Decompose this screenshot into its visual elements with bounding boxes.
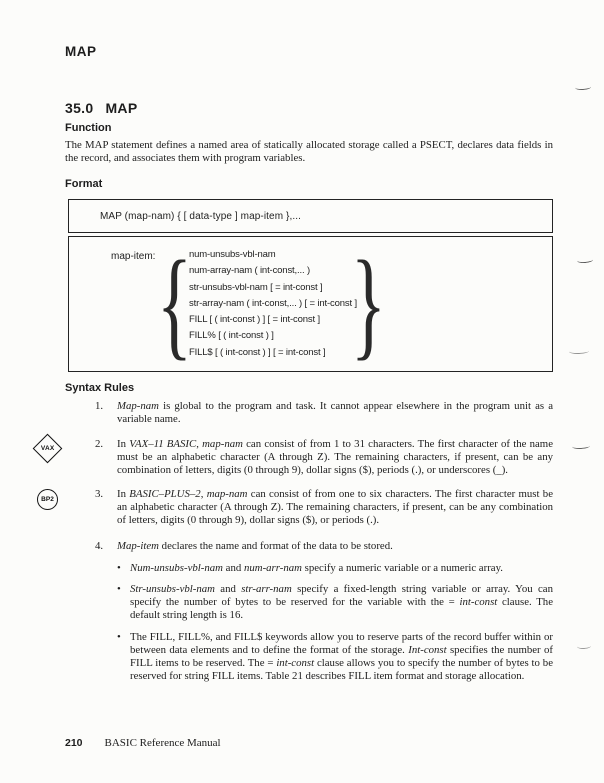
map-item-option: num-array-nam ( int-const,... ) [189,265,310,277]
map-item-option-list [189,247,357,360]
bullet-text: Str-unsubs-vbl-nam and str-arr-nam specify a fixed-length string variable or array. You can specify the number of bytes to be reserved for the variable with the = int-const clause. The default string length is 16. [130,583,553,621]
vax-badge-icon [33,434,63,464]
scan-artifact [577,643,591,650]
syntax-rule-3 [65,488,553,527]
bullet-item [117,631,553,683]
left-brace-glyph: { [156,235,193,371]
function-body: The MAP statement defines a named area of statically allocated storage called a PSECT, declares data fields in the record, and associates them with program variables. [65,139,553,164]
map-item-option: FILL% [ ( int-const ) ] [189,330,274,342]
rule-text: Map-nam is global to the program and task. It cannot appear elsewhere in the program unit as a variable name. [117,400,553,425]
map-item-option: FILL [ ( int-const ) ] [ = int-const ] [189,314,320,326]
section-number: 35.0 [65,100,94,116]
map-item-label: map-item: [111,251,156,262]
map-item-box [68,236,553,372]
scan-artifact [577,256,593,263]
section-title: MAP [105,100,138,116]
page-footer [65,737,221,749]
rule-number: 1. [95,400,104,412]
section-heading [65,100,137,116]
scan-artifact [575,84,591,91]
map-syntax-line: MAP (map-nam) { [ data-type ] map-item },... [100,210,301,222]
bp2-badge-icon [37,489,58,510]
syntax-rule-1 [65,400,553,426]
rule-number: 3. [95,488,104,500]
bullet-icon: • [117,631,121,643]
vax-badge-label: VAX [40,444,55,452]
syntax-rules-list [65,400,553,691]
right-brace-glyph: } [350,235,387,371]
syntax-rule-4 [65,540,553,553]
map-item-option: str-array-nam ( int-const,... ) [ = int-const ] [189,297,357,309]
bullet-item [117,562,553,575]
rule-number: 2. [95,438,104,450]
bullet-icon: • [117,562,121,574]
bullet-text: The FILL, FILL%, and FILL$ keywords allow you to reserve parts of the record buffer within or between data elements and to define the format of the storage. Int-const specifies the number of FILL items to be reserved. The = int-const clause allows you to specify the number of bytes to be reserved for string FILL items. Table 21 describes FILL item format and storage allocation. [130,631,553,682]
bullet-item [117,583,553,622]
rule-4-bullets [117,562,553,683]
rule-number: 4. [95,540,104,552]
syntax-rule-2 [65,438,553,477]
map-item-option: num-unsubs-vbl-nam [189,249,276,261]
rule-text: Map-item declares the name and format of the data to be stored. [117,540,393,552]
function-heading: Function [65,122,112,134]
book-title: BASIC Reference Manual [104,737,221,749]
scan-artifact [572,443,590,450]
syntax-rules-heading: Syntax Rules [65,382,135,394]
bullet-icon: • [117,583,121,595]
bp2-badge-label: BP2 [41,496,54,503]
running-head: MAP [65,44,97,59]
map-item-option: FILL$ [ ( int-const ) ] [ = int-const ] [189,346,326,358]
format-heading: Format [65,178,103,190]
format-syntax-box [68,199,553,233]
bullet-text: Num-unsubs-vbl-nam and num-arr-nam specify a numeric variable or a numeric array. [130,562,503,574]
rule-text: In VAX–11 BASIC, map-nam can consist of from 1 to 31 characters. The first character of the name must be an alphabetic character (A through Z). The remaining characters, if present, can be any combination of letters, digits (0 through 9), dollar signs ($), periods (.), or underscores (_). [117,438,554,476]
rule-text: In BASIC–PLUS–2, map-nam can consist of from one to six characters. The first character must be an alphabetic character (A through Z). The remaining characters, if present, can be any combination of letters, digits (0 through 9), dollar signs ($), or periods (.). [117,488,553,526]
scan-artifact [569,348,589,355]
page-number: 210 [65,737,83,749]
map-item-option: str-unsubs-vbl-nam [ = int-const ] [189,281,323,293]
